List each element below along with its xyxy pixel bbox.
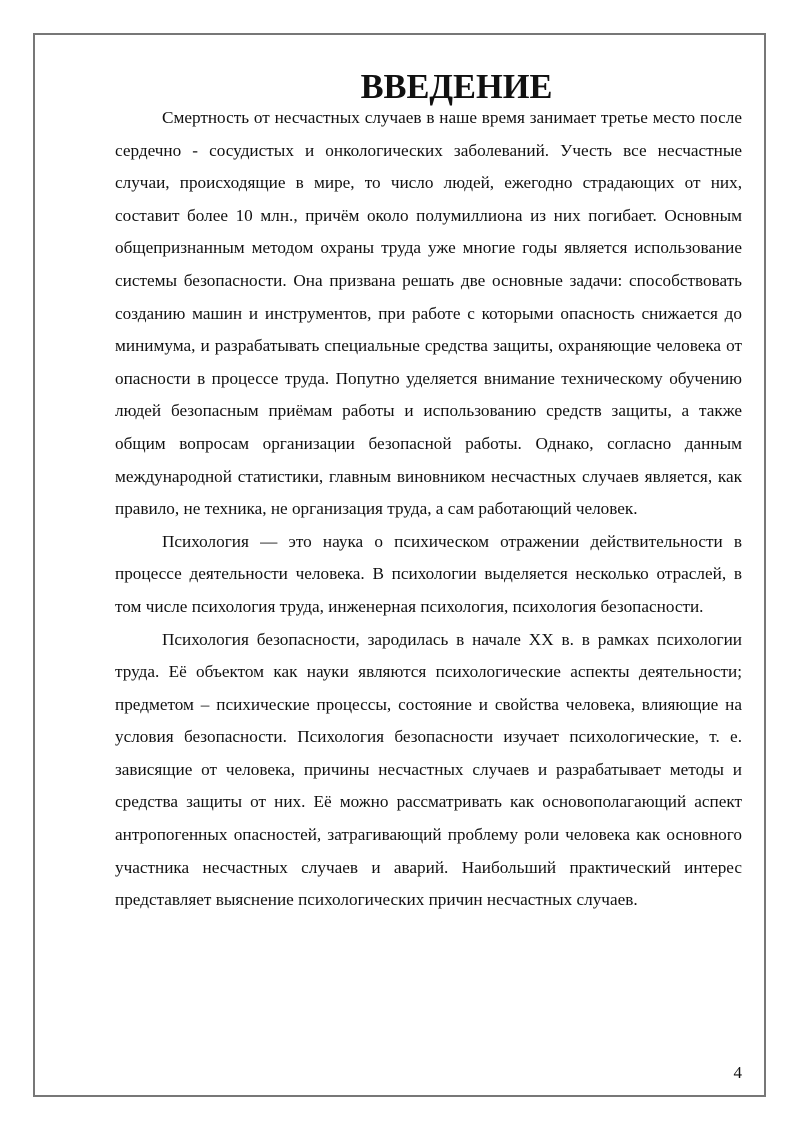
paragraph-intro: Смертность от несчастных случаев в наше время занимает третье место после сердечно - сосудистых и онкологических заболеваний. Учесть все несчастные случаи, происходящие в мире, то число людей, ежегодно страдающих от них, составит более 10 млн., причём около полумиллиона из них погибает. Основным общепризнанным методом охраны труда уже многие годы является использование системы безопасности. Она призвана решать две основные задачи: способствовать созданию машин и инструментов, при работе с которыми опасность снижается до минимума, и разрабатывать специальные средства защиты, охраняющие человека от опасности в процессе труда. Попутно уделяется внимание техническому обучению людей безопасным приёмам работы и использованию средств защиты, а также общим вопросам организации безопасной работы. Однако, согласно данным международной статистики, главным виновником несчастных случаев является, как правило, не техника, не организация труда, а сам работающий человек. [115,108,742,519]
section-title: ВВЕДЕНИЕ [360,68,553,106]
paragraph-safety-psychology: Психология безопасности, зародилась в начале XX в. в рамках психологии труда. Её объектом как науки являются психологические аспекты деятельности; предметом – психические процессы, состояние и свойства человека, влияющие на условия безопасности. Психология безопасности изучает психологические, т. е. зависящие от человека, причины несчастных случаев и разрабатывает методы и средства защиты от них. Её можно рассматривать как основополагающий аспект антропогенных опасностей, затрагивающий проблему роли человека как основного участника несчастных случаев и аварий. Наибольший практический интерес представляет выяснение психологических причин несчастных случаев. [115,629,742,910]
document-body [115,68,742,917]
page-number: 4 [733,1063,742,1082]
paragraph-psychology-definition: Психология — это наука о психическом отражении действительности в процессе деятельности человека. В психологии выделяется несколько отраслей, в том числе психология труда, инженерная психология, психология безопасности. [115,531,742,616]
